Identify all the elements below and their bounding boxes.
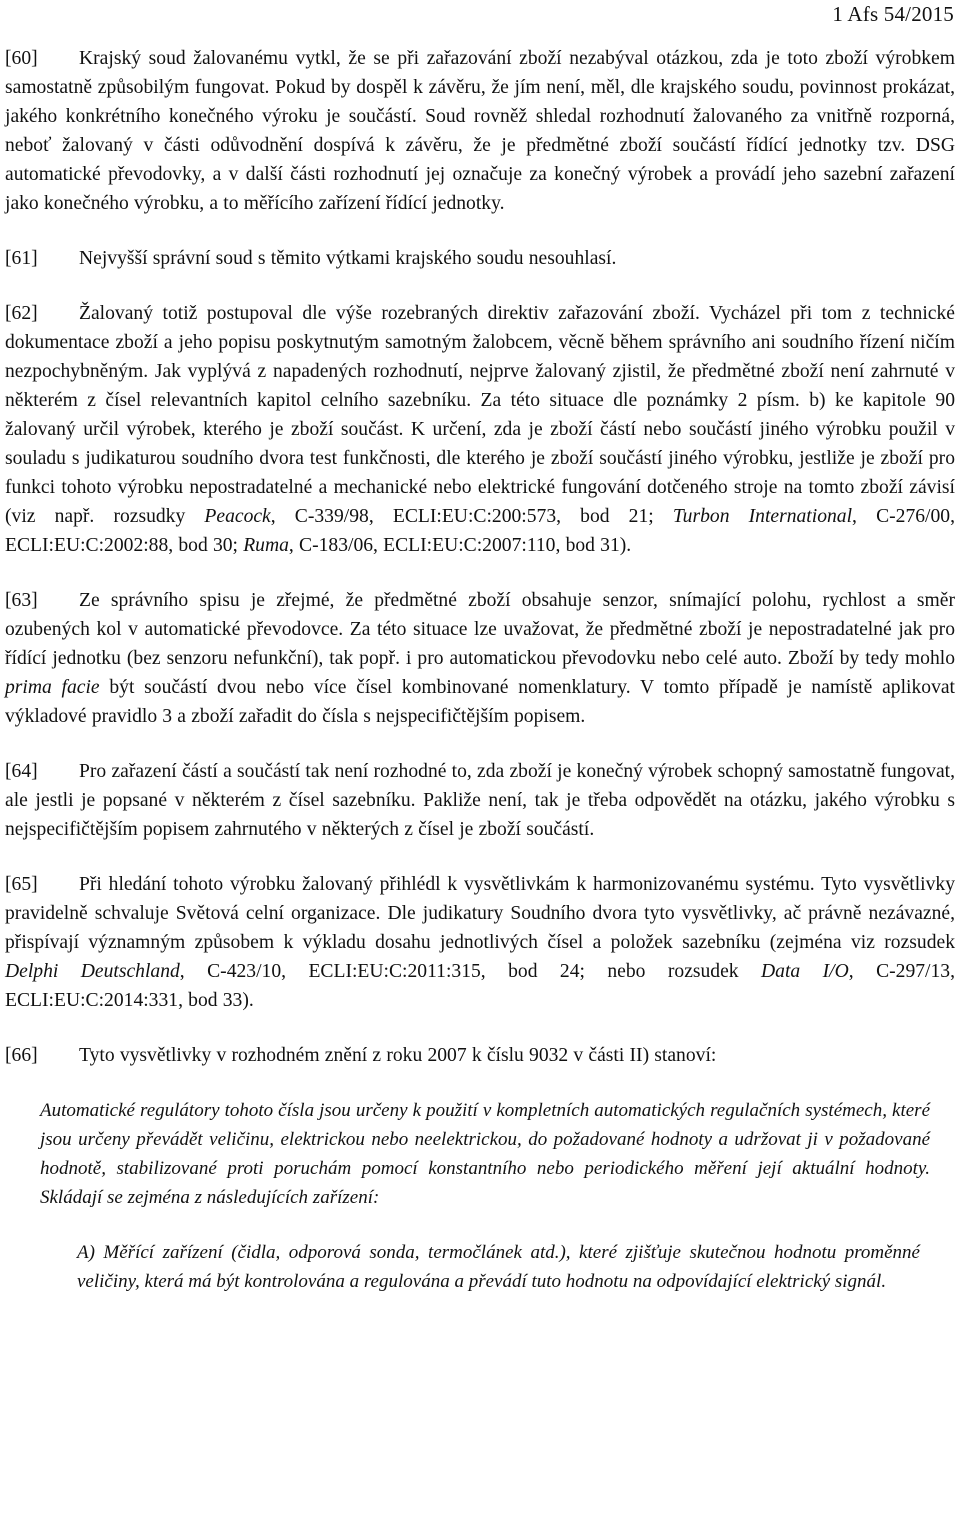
paragraph-text: Nejvyšší správní soud s těmito výtkami krajského soudu nesouhlasí. xyxy=(79,248,617,269)
paragraph-number: [62] xyxy=(5,303,38,324)
paragraph-text: , C-276/00, ECLI:EU:C:2002:88, bod 30; xyxy=(5,506,955,556)
paragraph-66 xyxy=(5,1041,955,1070)
paragraph-64 xyxy=(5,757,955,844)
paragraph-text: , C-297/13, ECLI:EU:C:2014:331, bod 33). xyxy=(5,961,955,1011)
paragraph-text: být součástí dvou nebo více čísel kombinované nomenklatury. V tomto případě je namístě aplikovat výkladové pravidlo 3 a zboží zařadit do čísla s nejspecifičtějším popisem. xyxy=(5,677,956,727)
case-name-turbon: Turbon International xyxy=(672,506,853,527)
paragraph-text: , C-339/98, ECLI:EU:C:200:573, bod 21; xyxy=(270,506,673,527)
quoted-explanatory-note: Automatické regulátory tohoto čísla jsou určeny k použití v kompletních automatických regulačních systémech, které jsou určeny převádět veličinu, elektrickou nebo neelektrickou, do požadované hodnoty a udržovat ji v požadované hodnotě, stabilizované proti poruchám pomocí konstantního nebo periodického měření její aktuální hodnoty. Skládají se zejména z následujících zařízení: xyxy=(40,1100,930,1208)
case-name-delphi: Delphi Deutschland xyxy=(5,961,180,982)
paragraph-61 xyxy=(5,244,955,273)
paragraph-60 xyxy=(5,44,955,218)
paragraph-62 xyxy=(5,299,955,560)
paragraph-number: [61] xyxy=(5,248,38,269)
paragraph-number: [60] xyxy=(5,48,38,69)
paragraph-number: [65] xyxy=(5,874,38,895)
paragraph-number: [63] xyxy=(5,590,38,611)
case-name-peacock: Peacock xyxy=(204,506,271,527)
paragraph-number: [66] xyxy=(5,1045,38,1066)
latin-term: prima facie xyxy=(5,677,100,698)
paragraph-number: [64] xyxy=(5,761,38,782)
paragraph-text: , C-183/06, ECLI:EU:C:2007:110, bod 31). xyxy=(288,535,632,556)
case-name-data-io: Data I/O xyxy=(761,961,849,982)
case-number-header: 1 Afs 54/2015 xyxy=(832,2,954,26)
paragraph-text: Tyto vysvětlivky v rozhodném znění z roku 2007 k číslu 9032 v části II) stanoví: xyxy=(79,1045,717,1066)
paragraph-text: Ze správního spisu je zřejmé, že předmětné zboží obsahuje senzor, snímající polohu, rychlost a směr ozubených kol v automatické převodovce. Za této situace lze uvažovat, že předmětné zboží je nepostradatelné jak pro řídící jednotku (bez senzoru nefunkční), tak popř. i pro automatickou převodovku nebo celé auto. Zboží by tedy mohlo xyxy=(5,590,955,669)
case-name-ruma: Ruma xyxy=(243,535,289,556)
paragraph-text: Žalovaný totiž postupoval dle výše rozebraných direktiv zařazování zboží. Vycházel při tom z technické dokumentace zboží a jeho popisu poskytnutým samotným žalobcem, věcně během správního ani soudního řízení ničím nezpochybněným. Jak vyplývá z napadených rozhodnutí, nejprve žalovaný zjistil, že předmětné zboží není zahrnuté v některém z čísel relevantních kapitol celního sazebníku. Za této situace dle poznámky 2 písm. b) ke kapitole 90 žalovaný určil výrobek, kterého je zboží součást. K určení, zda je zboží částí nebo součástí jiného výrobku použil v souladu s judikaturou soudního dvora test funkčnosti, dle kterého je zboží součástí jiného výrobku, jestliže je zboží pro funkci tohoto výrobku nepostradatelné a mechanické nebo elektrické fungování dotčeného stroje na tomto zboží závisí (viz např. rozsudky xyxy=(5,303,955,527)
paragraph-text: Krajský soud žalovanému vytkl, že se při zařazování zboží nezabýval otázkou, zda je toto zboží výrobkem samostatně způsobilým fungovat. Pokud by dospěl k závěru, že jím není, měl, dle krajského soudu, povinnost prokázat, jakého konkrétního konečného výroku je součástí. Soud rovněž shledal rozhodnutí žalovaného za vnitřně rozporná, neboť žalovaný v části odůvodnění dospívá k závěru, že je předmětné zboží součástí řídící jednotky tzv. DSG automatické převodovky, a v další části rozhodnutí jej označuje za konečný výrobek a provádí jeho sazební zařazení jako konečného výrobku, a to měřícího zařízení řídící jednotky. xyxy=(5,48,955,214)
paragraph-text: Pro zařazení částí a součástí tak není rozhodné to, zda zboží je konečný výrobek schopný samostatně fungovat, ale jestli je popsané v některém z čísel sazebníku. Pakliže není, tak je třeba odpovědět na otázku, jakého výrobku s nejspecifičtějším popisem zahrnutého v některých z čísel je zboží součástí. xyxy=(5,761,955,840)
paragraph-text: Při hledání tohoto výrobku žalovaný přihlédl k vysvětlivkám k harmonizovanému systému. Tyto vysvětlivky pravidelně schvaluje Světová celní organizace. Dle judikatury Soudního dvora tyto vysvětlivky, ač právně nezávazné, přispívají významným způsobem k výkladu dosahu jednotlivých čísel a položek sazebníku (zejména viz rozsudek xyxy=(5,874,955,953)
quoted-item-a: A) Měřící zařízení (čidla, odporová sonda, termočlánek atd.), které zjišťuje skutečnou hodnotu proměnné veličiny, která má být kontrolována a regulována a převádí tuto hodnotu na odpovídající elektrický signál. xyxy=(77,1242,920,1292)
paragraph-63 xyxy=(5,586,955,731)
judgment-body xyxy=(5,44,955,1296)
paragraph-65 xyxy=(5,870,955,1015)
paragraph-text: , C-423/10, ECLI:EU:C:2011:315, bod 24; nebo rozsudek xyxy=(179,961,762,982)
